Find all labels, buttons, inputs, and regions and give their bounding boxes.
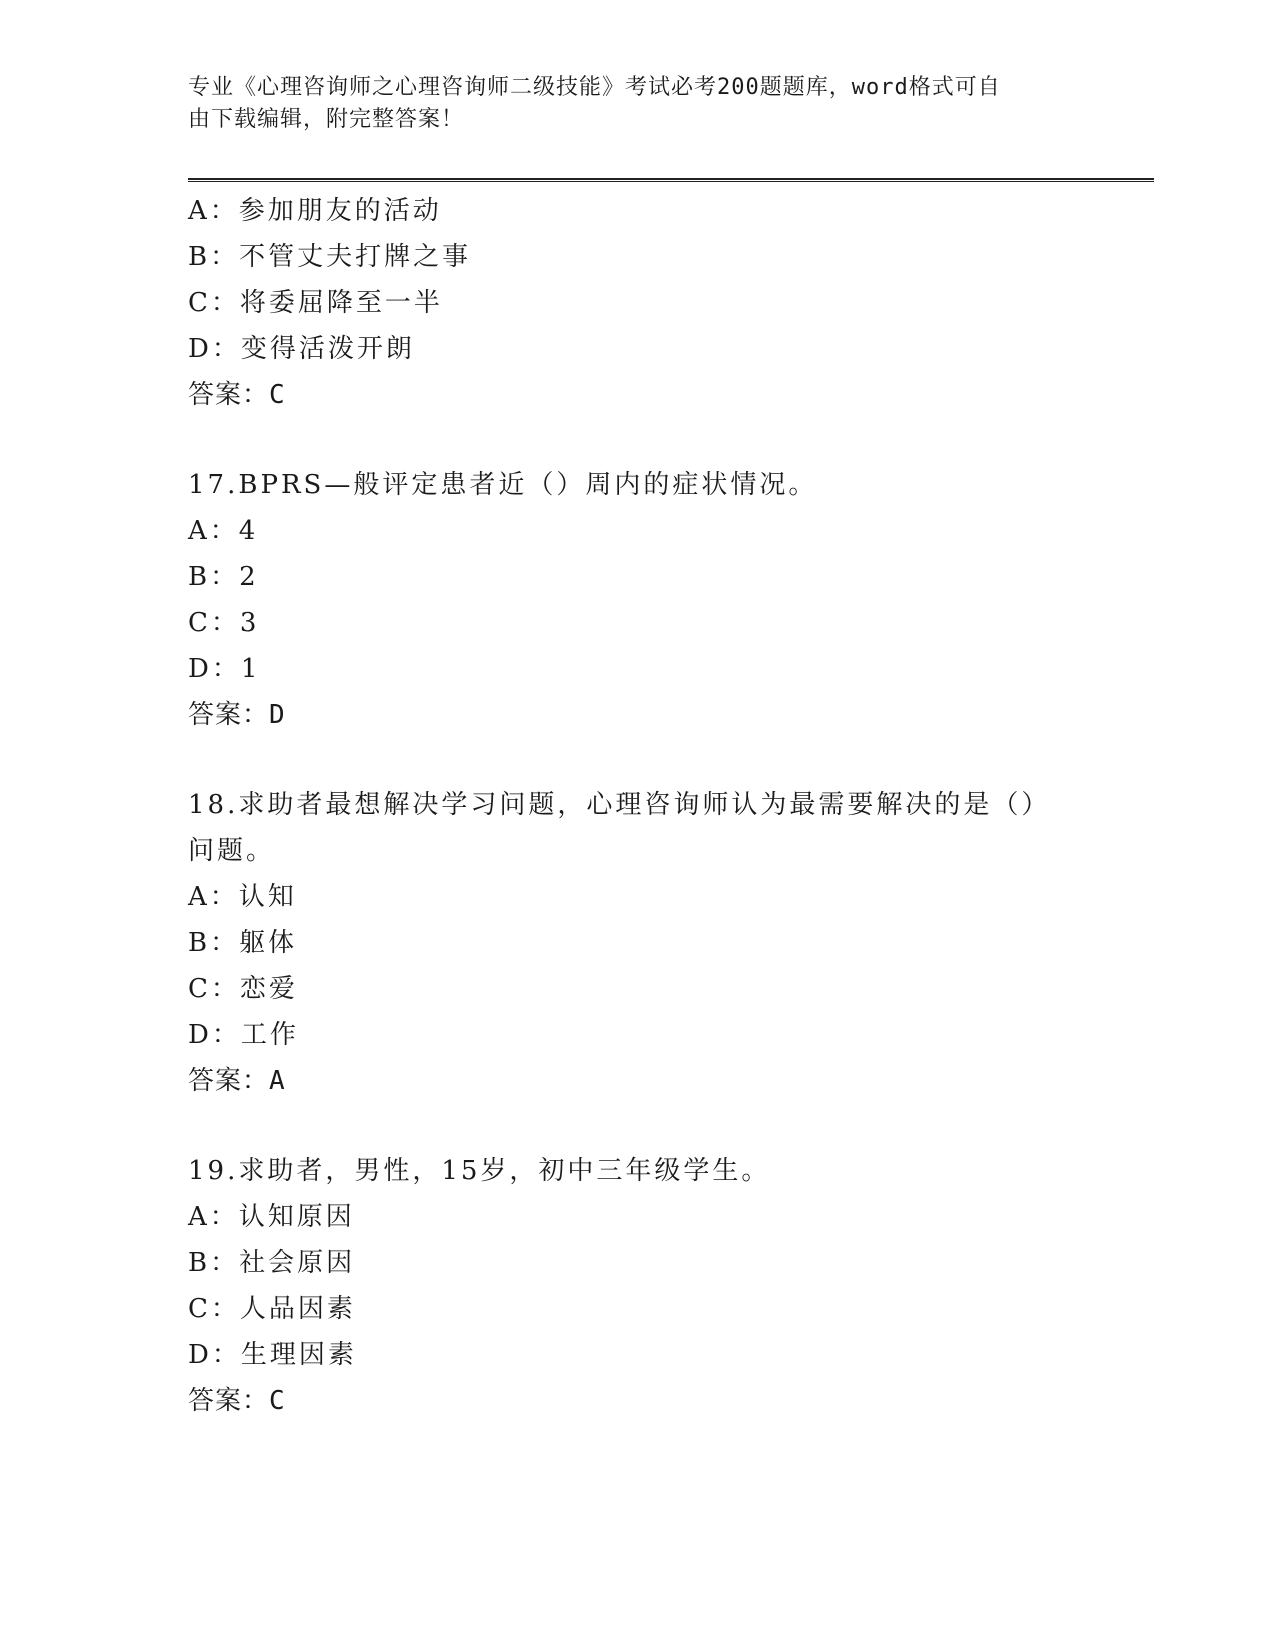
header-line-1: 专业《心理咨询师之心理咨询师二级技能》考试必考200题题库，word格式可自 [188, 75, 1001, 100]
question-block-17 [188, 462, 1088, 738]
option-c: C：将委屈降至一半 [188, 288, 443, 318]
option-d: D：工作 [188, 1020, 299, 1050]
option-c: C：人品因素 [188, 1294, 356, 1324]
question-block-18 [188, 782, 1088, 1104]
option-b: B：2 [188, 562, 259, 592]
answer-line: 答案：D [188, 700, 286, 730]
header-line-2: 由下载编辑，附完整答案！ [188, 107, 465, 132]
question-text: 19.求助者，男性，15岁，初中三年级学生。 [188, 1156, 771, 1186]
option-a: A：认知原因 [188, 1202, 355, 1232]
answer-line: 答案：C [188, 380, 286, 410]
question-text: 17.BPRS—般评定患者近（）周内的症状情况。 [188, 470, 818, 500]
option-b: B：躯体 [188, 928, 298, 958]
option-b: B：不管丈夫打牌之事 [188, 242, 472, 272]
option-a: A：参加朋友的活动 [188, 196, 442, 226]
option-c: C：3 [188, 608, 260, 638]
answer-line: 答案：C [188, 1386, 286, 1416]
option-b: B：社会原因 [188, 1248, 356, 1278]
option-d: D：变得活泼开朗 [188, 334, 415, 364]
option-d: D：1 [188, 654, 261, 684]
option-a: A：认知 [188, 882, 297, 912]
question-block-16 [188, 188, 1088, 418]
document-header [188, 72, 1068, 136]
option-d: D：生理因素 [188, 1340, 357, 1370]
question-text: 18.求助者最想解决学习问题，心理咨询师认为最需要解决的是（）问题。 [188, 790, 1038, 866]
question-block-19 [188, 1148, 1088, 1424]
header-divider [188, 178, 1154, 182]
option-a: A：4 [188, 516, 259, 546]
option-c: C：恋爱 [188, 974, 298, 1004]
question-list [188, 188, 1088, 1424]
answer-line: 答案：A [188, 1066, 286, 1096]
